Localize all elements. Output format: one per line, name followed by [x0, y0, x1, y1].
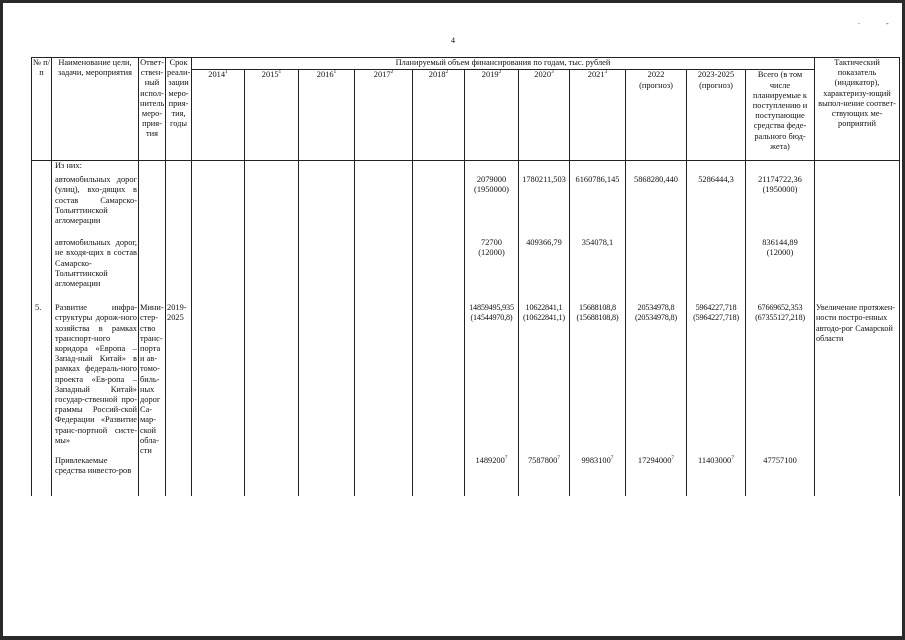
value-2019: 72700 (12000) [465, 234, 519, 301]
financing-table [31, 57, 900, 496]
value-2020: 10622841,1 (10622841,1) [519, 301, 570, 456]
header-plan-title: Планируемый объем финансирования по годам, тыс. рублей [192, 58, 815, 70]
value-total: 47757100 [746, 456, 815, 496]
table-row [32, 171, 900, 234]
row-label-aglom-out: автомобильных дорог, не входя-щих в состав Самарско-Тольяттинской агломерации [52, 234, 139, 301]
header-indicator: Тактический показатель (индикатор), характеризу-ющий выпол-нение соответ-ствующих ме-роприятий [815, 58, 900, 161]
value-2022: 5868280,440 [626, 171, 687, 234]
header-year-2019: 2019$^2$ [465, 70, 519, 161]
header-year-2023-2025: 2023-2025 (прогноз) [687, 70, 746, 161]
header-year-2017: 2017$^2$ [355, 70, 413, 161]
row-label-investors: Привлекаемые средства инвесто-ров [52, 456, 139, 496]
row-number-5: 5. [32, 301, 52, 456]
value-2023-2025: 5286444,3 [687, 171, 746, 234]
value-2020: 7587800$^7$ [519, 456, 570, 496]
header-year-2014: 2014$^1$ [192, 70, 245, 161]
header-year-2020: 2020$^3$ [519, 70, 570, 161]
table-row [32, 301, 900, 456]
row-indicator-item-5: Увеличение протяжен-ности постро-енных автодо-рог Самарской области [815, 301, 900, 456]
value-2023-2025: 11403000$^7$ [687, 456, 746, 496]
value-2021: 6160786,145 [570, 171, 626, 234]
header-no: № п/п [32, 58, 52, 161]
header-term: Срок реали-зации меро-прия-тия, годы [166, 58, 192, 161]
value-2022: 20534978,8 (20534978,8) [626, 301, 687, 456]
value-2021: 15688108,8 (15688108,8) [570, 301, 626, 456]
scan-speck: - [886, 19, 889, 28]
scan-speck: . [858, 17, 860, 26]
table-row [32, 161, 900, 172]
table-row [32, 456, 900, 496]
header-total: Всего (в том числе планируемые к поступлению и поступающие средства феде-рального бюд-жета) [746, 70, 815, 161]
row-responsible-item-5: Мини-стер-ство транс-порта и ав-томо-биль-ных дорог Са-мар-ской обла-сти [140, 303, 164, 456]
value-2022: 17294000$^7$ [626, 456, 687, 496]
value-2021: 9983100$^7$ [570, 456, 626, 496]
value-2021: 354078,1 [570, 234, 626, 301]
header-year-2016: 2016$^1$ [299, 70, 355, 161]
row-label-item-5: Развитие инфра-структуры дорож-ного хозяйства в рамках транспорт-ного коридора «Европа – Запад-ный Китай» в рамках федераль-ного проекта «Ев-ропа – Западный Китай» государ-ственной про-граммы Россий-ской Федерации «Развитие транс-портной систе-мы» [52, 301, 139, 456]
value-2019: 2079000 (1950000) [465, 171, 519, 234]
row-term-item-5: 2019-2025 [166, 301, 192, 456]
value-2019: 1489200$^7$ [465, 456, 519, 496]
value-total: 67669652,353 (67355127,218) [746, 301, 815, 456]
header-year-2021: 2021$^3$ [570, 70, 626, 161]
header-name: Наименование цели, задачи, мероприятия [52, 58, 139, 161]
value-2019: 14859495,935 (14544970,8) [465, 301, 519, 456]
row-label-aglom-in: автомобильных дорог (улиц), вхо-дящих в состав Самарско-Тольяттинской агломерации [52, 171, 139, 234]
header-year-2018: 2018$^2$ [413, 70, 465, 161]
value-total: 836144,89 (12000) [746, 234, 815, 301]
value-total: 21174722,36 (1950000) [746, 171, 815, 234]
value-2023-2025: 5964227,718 (5964227,718) [687, 301, 746, 456]
header-year-2022: 2022 (прогноз) [626, 70, 687, 161]
header-responsible: Ответ-ствен-ный испол-нитель меро-прия-тия [139, 58, 166, 161]
page-number: 4 [451, 36, 455, 45]
value-2020: 1780211,503 [519, 171, 570, 234]
header-year-2015: 2015$^1$ [245, 70, 299, 161]
row-label-iz-nih: Из них: [52, 161, 139, 172]
table-row [32, 234, 900, 301]
value-2020: 409366,79 [519, 234, 570, 301]
